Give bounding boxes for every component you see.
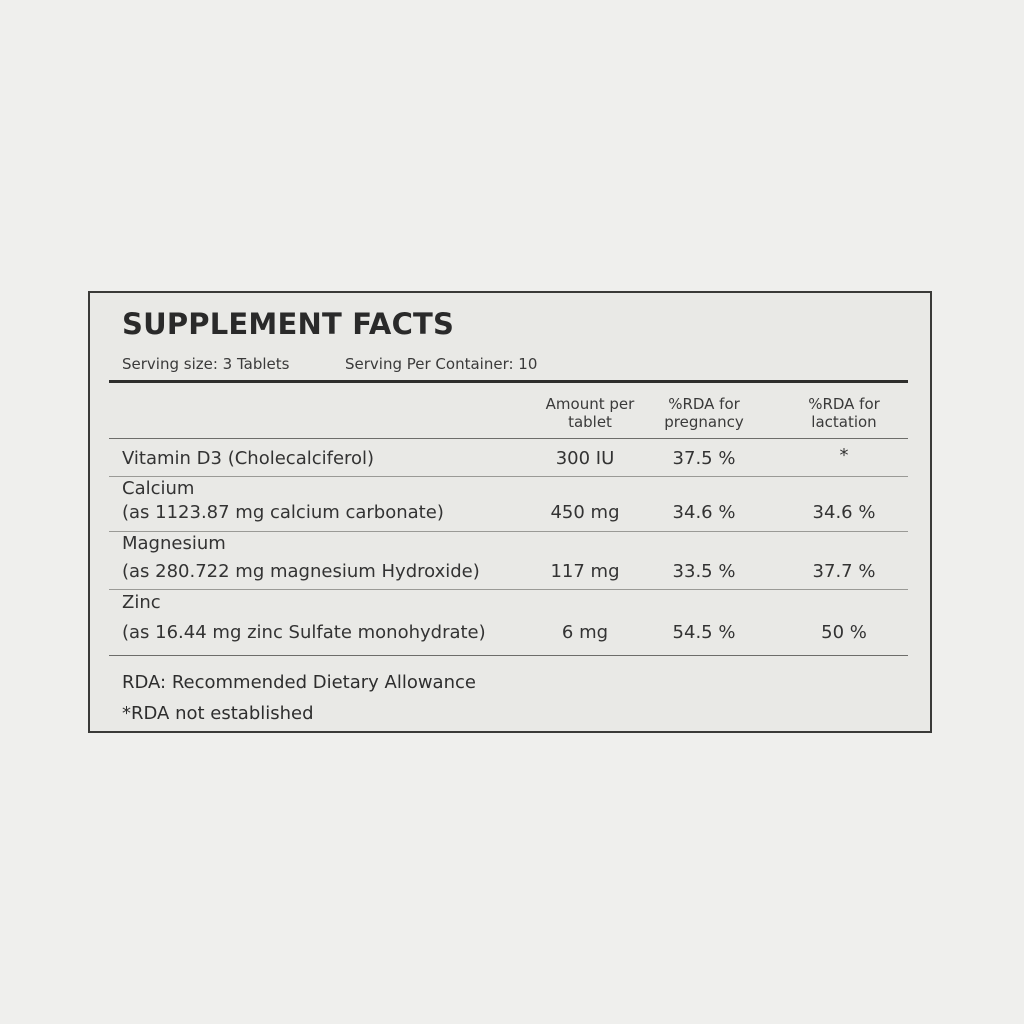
table-row-lactation: 50 % — [821, 622, 867, 643]
table-row-pregnancy: 33.5 % — [672, 561, 736, 582]
supplement-facts-panel — [88, 291, 932, 733]
table-row-name: Calcium — [122, 478, 195, 499]
table-row-detail: (as 16.44 mg zinc Sulfate monohydrate) — [122, 622, 486, 643]
table-row-amount: 117 mg — [550, 561, 620, 582]
header-lactation-line2: lactation — [811, 413, 877, 431]
table-row-pregnancy: 37.5 % — [672, 448, 736, 469]
servings-per-container: Serving Per Container: 10 — [345, 355, 538, 373]
header-amount-line1: Amount per — [545, 395, 635, 413]
table-row-lactation: 34.6 % — [812, 502, 876, 523]
header-divider — [109, 380, 908, 383]
table-row-pregnancy: 34.6 % — [672, 502, 736, 523]
rda-definition: RDA: Recommended Dietary Allowance — [122, 672, 476, 693]
header-pregnancy — [639, 395, 769, 431]
label-title: SUPPLEMENT FACTS — [122, 307, 455, 341]
row-divider — [109, 476, 908, 477]
row-divider — [109, 438, 908, 439]
table-row-name: Magnesium — [122, 533, 226, 554]
footer-divider — [109, 655, 908, 656]
row-divider — [109, 589, 908, 590]
table-row-name: Zinc — [122, 592, 161, 613]
serving-size: Serving size: 3 Tablets — [122, 355, 290, 373]
table-row-amount: 450 mg — [550, 502, 620, 523]
table-row-detail: (as 1123.87 mg calcium carbonate) — [122, 502, 444, 523]
rda-not-established-note: *RDA not established — [122, 703, 314, 724]
table-row-pregnancy: 54.5 % — [672, 622, 736, 643]
table-row-amount: 6 mg — [561, 622, 609, 643]
header-lactation-line1: %RDA for — [808, 395, 880, 413]
table-row-detail: (as 280.722 mg magnesium Hydroxide) — [122, 561, 480, 582]
table-row-name: Vitamin D3 (Cholecalciferol) — [122, 448, 375, 469]
header-pregnancy-line1: %RDA for — [668, 395, 740, 413]
header-lactation — [779, 395, 909, 431]
table-row-amount: 300 IU — [555, 448, 615, 469]
header-amount-line2: tablet — [568, 413, 612, 431]
header-pregnancy-line2: pregnancy — [664, 413, 744, 431]
row-divider — [109, 531, 908, 532]
table-row-lactation: 37.7 % — [812, 561, 876, 582]
table-row-lactation: * — [839, 445, 849, 466]
